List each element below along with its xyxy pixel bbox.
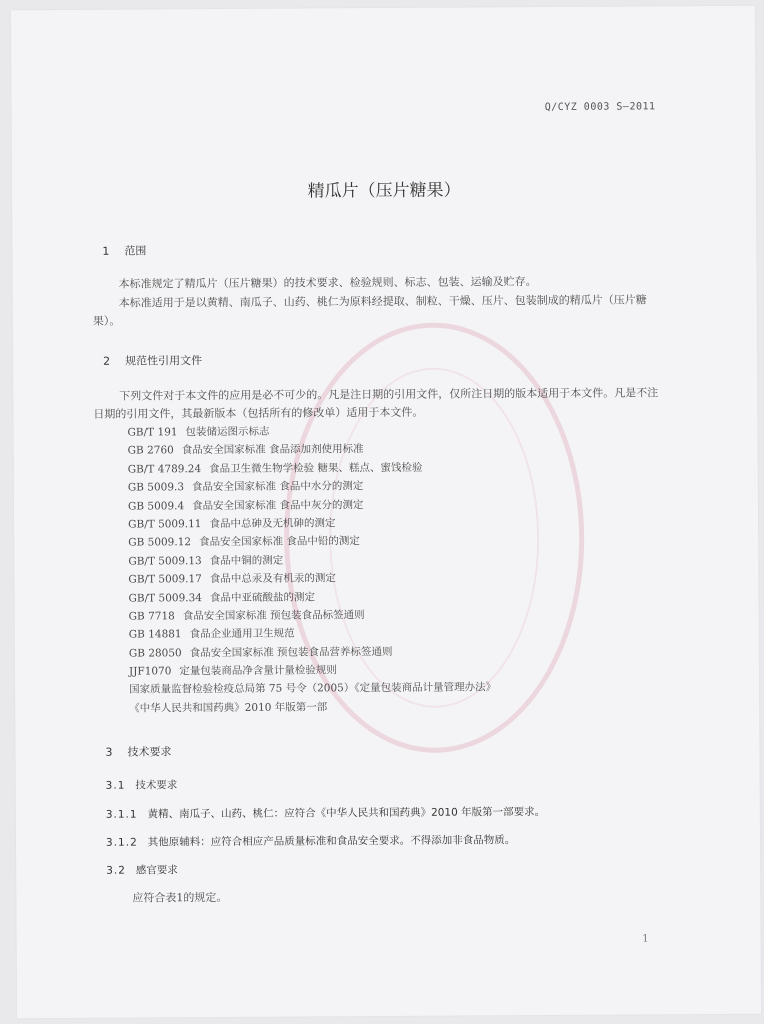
clause-number: 3.1.1 <box>105 808 138 821</box>
reference-item: GB/T 5009.34 食品中亚硫酸盐的测定 <box>128 590 315 605</box>
subsection-title: 技术要求 <box>135 779 178 792</box>
reference-item: 《中华人民共和国药典》2010 年版第一部 <box>129 701 328 715</box>
reference-item: 国家质量监督检验检疫总局第 75 号令（2005）《定量包装商品计量管理办法》 <box>129 681 497 697</box>
page-number: 1 <box>642 933 649 945</box>
reference-item: GB 14881 食品企业通用卫生规范 <box>128 627 295 641</box>
reference-list <box>127 421 496 717</box>
clause-text: 其他原辅料：应符合相应产品质量标准和食品安全要求。不得添加非食品物质。 <box>147 834 516 849</box>
section-number: 3 <box>105 745 113 759</box>
reference-item: GB 2760 食品安全国家标准 食品添加剂使用标准 <box>127 443 364 457</box>
section-title: 范围 <box>124 244 147 258</box>
paragraph-text: 本标准适用于是以黄精、南瓜子、山药、桃仁为原料经提取、制粒、干燥、压片、包装制成的精瓜片（压片糖果）。 <box>92 293 647 328</box>
section-title: 技术要求 <box>127 745 172 759</box>
section-heading <box>102 242 146 258</box>
document-page <box>11 6 761 1019</box>
reference-item: GB/T 4789.24 食品卫生微生物学检验 糖果、糕点、蜜饯检验 <box>127 461 423 476</box>
reference-item: GB 5009.12 食品安全国家标准 食品中铅的测定 <box>128 535 360 549</box>
paragraph <box>93 291 665 330</box>
reference-item: GB 28050 食品安全国家标准 预包装食品营养标签通则 <box>128 645 393 660</box>
clause <box>106 804 545 822</box>
reference-item: GB/T 5009.13 食品中铜的测定 <box>128 554 284 568</box>
section-heading <box>103 352 202 369</box>
clause-number: 3.1.2 <box>105 836 138 849</box>
reference-item: GB/T 5009.17 食品中总汞及有机汞的测定 <box>128 572 336 586</box>
reference-item: GB 5009.3 食品安全国家标准 食品中水分的测定 <box>127 480 364 494</box>
clause <box>106 832 515 849</box>
reference-item: JJF1070 定量包装商品净含量计量检验规则 <box>128 664 337 678</box>
subsection-title: 感官要求 <box>135 864 178 877</box>
section-title: 规范性引用文件 <box>125 354 203 368</box>
reference-item: GB/T 191 包装储运图示标志 <box>127 425 270 439</box>
section-number: 1 <box>102 244 110 258</box>
paragraph-text: 下列文件对于本文件的应用是必不可少的。凡是注日期的引用文件，仅所注日期的版本适用于本文件。凡是不注日期的引用文件，其最新版本（包括所有的修改单）适用于本文件。 <box>93 386 659 421</box>
section-number: 2 <box>103 354 111 368</box>
paragraph-text: 应符合表1的规定。 <box>132 890 228 905</box>
section-heading <box>105 743 171 759</box>
subsection-heading <box>106 862 178 877</box>
subsection-number: 3.1 <box>105 779 126 792</box>
subsection-number: 3.2 <box>106 864 126 877</box>
reference-item: GB 7718 食品安全国家标准 预包装食品标签通则 <box>128 609 365 623</box>
document-title: 精瓜片（压片糖果） <box>307 180 461 202</box>
reference-item: GB 5009.4 食品安全国家标准 食品中灰分的测定 <box>127 498 364 513</box>
reference-item: GB/T 5009.11 食品中总砷及无机砷的测定 <box>128 517 336 531</box>
standard-number: Q/CYZ 0003 S—2011 <box>544 101 656 114</box>
subsection-heading <box>106 777 178 792</box>
paragraph <box>93 272 665 293</box>
paragraph <box>93 384 665 423</box>
clause-text: 黄精、南瓜子、山药、桃仁：应符合《中华人民共和国药典》2010 年版第一部要求。 <box>147 806 546 821</box>
paragraph-text: 本标准规定了精瓜片（压片糖果）的技术要求、检验规则、标志、包装、运输及贮存。 <box>118 275 537 291</box>
